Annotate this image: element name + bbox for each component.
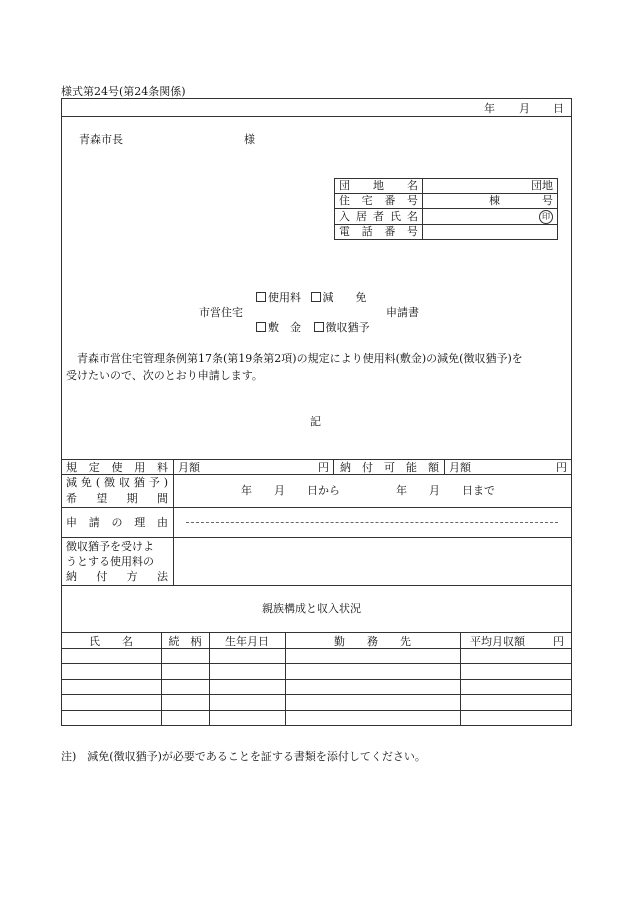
field-phone-number[interactable] <box>423 225 558 240</box>
option-deposit: 敷 金 <box>268 321 301 334</box>
seal-icon: 印 <box>539 210 553 224</box>
date-divider <box>61 116 572 117</box>
body-text-line1: 青森市営住宅管理条例第17条(第19条第2項)の規定により使用料(敷金)の減免(徴収猶予)を <box>77 352 523 365</box>
checkbox-reduction[interactable] <box>311 292 321 302</box>
title-suffix: 申請書 <box>386 306 419 319</box>
label-house-number: 住宅番号 <box>335 194 423 209</box>
body-text-line2: 受けたいので、次のとおり申請します。 <box>66 369 263 382</box>
addressee-name: 青森市長 <box>79 133 123 146</box>
monthly-label-1: 月額 <box>178 461 200 474</box>
field-period-to[interactable]: 年 月 日まで <box>396 484 495 497</box>
applicant-row-phone <box>335 225 558 240</box>
form-number: 様式第24号(第24条関係) <box>61 85 186 98</box>
checkbox-usage-fee[interactable] <box>256 292 266 302</box>
checkbox-deposit[interactable] <box>256 322 266 332</box>
house-building-suffix: 棟 <box>489 194 500 207</box>
field-prescribed-rent[interactable] <box>206 458 316 473</box>
field-payable-amount[interactable] <box>478 458 554 473</box>
house-number-suffix: 号 <box>542 194 553 207</box>
addressee-honorific: 様 <box>244 133 255 146</box>
grid-line <box>61 585 572 586</box>
date-month[interactable]: 月 <box>519 102 530 115</box>
title-prefix: 市営住宅 <box>199 306 243 319</box>
applicant-table <box>334 178 558 240</box>
grid-line <box>333 459 334 474</box>
label-payable-amount: 納付可能額 <box>340 461 439 474</box>
label-period-line2: 希望期間 <box>66 492 168 505</box>
date-day[interactable]: 日 <box>553 102 564 115</box>
label-complex-name: 団地名 <box>335 179 423 194</box>
col-relationship: 続 柄 <box>168 635 202 648</box>
field-resident-name[interactable] <box>423 209 558 225</box>
applicant-row-complex <box>335 179 558 194</box>
field-house-number[interactable] <box>423 194 558 209</box>
family-heading: 親族構成と収入状況 <box>262 602 361 615</box>
family-row[interactable] <box>62 695 571 709</box>
field-complex-name[interactable]: 団地 <box>423 179 558 194</box>
grid-line <box>444 459 445 474</box>
applicant-row-house <box>335 194 558 209</box>
label-prescribed-rent: 規定使用料 <box>66 461 168 474</box>
field-payment-method[interactable] <box>175 538 570 584</box>
label-resident-name: 入居者氏名 <box>335 209 423 225</box>
option-usage-fee: 使用料 <box>268 291 301 304</box>
family-row[interactable] <box>62 680 571 694</box>
date-year[interactable]: 年 <box>484 102 495 115</box>
col-name: 氏 名 <box>89 635 133 648</box>
label-reason: 申請の理由 <box>66 516 168 529</box>
family-row[interactable] <box>62 711 571 725</box>
grid-line <box>61 507 572 508</box>
field-reason[interactable] <box>186 522 558 523</box>
label-period-line1: 減免(徴収猶予) <box>66 476 168 489</box>
label-method-line1: 徴収猶予を受けよ <box>66 540 154 553</box>
col-workplace: 勤 務 先 <box>334 635 411 648</box>
yen-label-1: 円 <box>318 461 329 474</box>
grid-line <box>61 632 572 633</box>
title-option-row2 <box>256 322 370 333</box>
label-method-line3: 納付方法 <box>66 570 168 583</box>
monthly-label-2: 月額 <box>449 461 471 474</box>
col-birthdate: 生年月日 <box>225 635 269 648</box>
label-method-line2: うとする使用料の <box>66 555 154 568</box>
option-reduction: 減 免 <box>322 291 367 304</box>
yen-label-2: 円 <box>556 461 567 474</box>
label-phone-number: 電話番号 <box>335 225 423 240</box>
family-row[interactable] <box>62 664 571 678</box>
grid-line <box>173 459 174 585</box>
income-yen: 円 <box>553 635 564 648</box>
option-deferral: 徴収猶予 <box>325 321 370 334</box>
applicant-row-resident <box>335 209 558 225</box>
field-period-from[interactable]: 年 月 日から <box>241 484 340 497</box>
checkbox-deferral[interactable] <box>314 322 324 332</box>
footnote: 注) 減免(徴収猶予)が必要であることを証する書類を添付してください。 <box>61 750 426 763</box>
col-income: 平均月収額 <box>470 635 525 648</box>
ki-heading: 記 <box>310 415 321 428</box>
grid-line <box>61 474 572 475</box>
title-option-row1 <box>256 292 367 303</box>
family-row[interactable] <box>62 649 571 663</box>
